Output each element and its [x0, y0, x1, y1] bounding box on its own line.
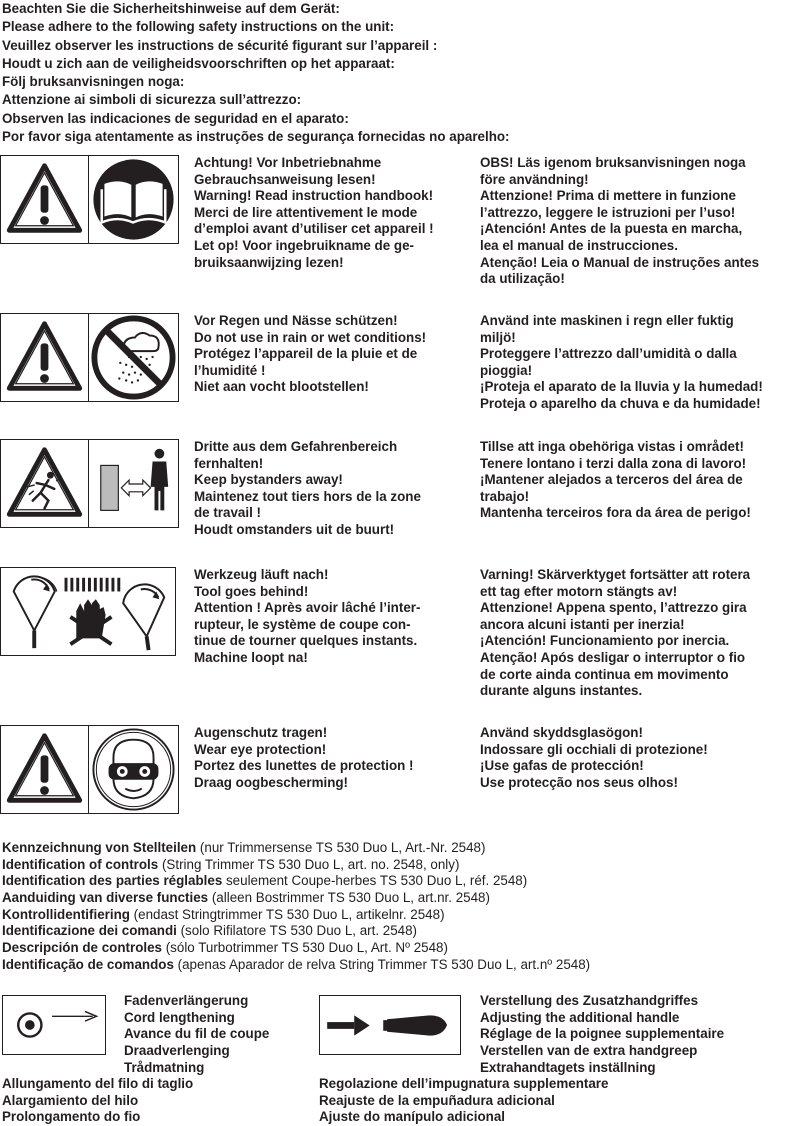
controls-line: Identificazione dei comandi (solo Rifilatore TS 530 Duo L, art. 2548) — [2, 923, 418, 939]
label-line: Fadenverlängerung — [124, 993, 249, 1008]
warning-triangle-icon — [1, 314, 89, 401]
text-line: OBS! Läs igenom bruksanvisningen noga — [480, 155, 746, 170]
safety-text-col-b — [480, 439, 786, 522]
text-line: Keep bystanders away! — [194, 472, 343, 488]
text-line: Tool goes behind! — [194, 583, 309, 599]
text-line: Werkzeug läuft nach! — [194, 567, 329, 582]
text-line: Warning! Read instruction handbook! — [194, 188, 434, 204]
label-line: Reajuste de la empuñadura adicional — [319, 1092, 555, 1108]
text-line: de corte ainda continua em movimento — [480, 666, 729, 682]
text-line: Let op! Voor ingebruikname de ge- — [194, 237, 414, 253]
text-line: bruiksaanwijzing lezen! — [194, 254, 344, 270]
text-line: ¡Atención! Antes de la puesta en marcha, — [480, 221, 743, 237]
controls-line: Identification of controls (String Trimmer TS 530 Duo L, art. no. 2548, only) — [2, 856, 460, 872]
handle-adjust-labels-below — [319, 1076, 608, 1126]
label-line: Allungamento del filo di taglio — [2, 1076, 194, 1091]
text-line: Machine loopt na! — [194, 649, 308, 665]
safety-text-col-b — [480, 313, 786, 413]
handle-adjust-icon — [319, 995, 461, 1055]
text-line: Augenschutz tragen! — [194, 725, 328, 740]
safety-header — [2, 1, 782, 147]
controls-identification — [2, 840, 782, 974]
text-line: ett tag efter motorn stängts av! — [480, 583, 678, 599]
label-line: Avance du fil de coupe — [124, 1026, 270, 1042]
header-line: Please adhere to the following safety instructions on the unit: — [2, 19, 395, 35]
text-line: tinue de tourner quelques instants. — [194, 633, 418, 649]
controls-line: Aanduiding van diverse functies (alleen Bostrimmer TS 530 Duo L, art.nr. 2548) — [2, 890, 490, 906]
text-line: Tillse att inga obehöriga vistas i området! — [480, 439, 744, 454]
label-line: Verstellen van de extra handgreep — [480, 1043, 698, 1059]
no-rain-icon — [89, 314, 178, 401]
header-line: Por favor siga atentamente as instruções de segurança fornecidas no aparelho: — [2, 129, 510, 145]
text-line: pioggia! — [480, 362, 533, 378]
instruction-book-icon — [89, 156, 178, 243]
text-line: Wear eye protection! — [194, 741, 327, 757]
text-line: Do not use in rain or wet conditions! — [194, 329, 427, 345]
rotating-tool-icon — [1, 568, 175, 655]
safety-text-col-b — [480, 155, 786, 288]
text-line: fernhalten! — [194, 455, 264, 471]
text-line: Gebrauchsanweisung lesen! — [194, 171, 376, 187]
text-line: Mantenha terceiros fora da área de perigo! — [480, 505, 751, 521]
text-line: ¡Use gafas de protección! — [480, 758, 644, 774]
text-line: durante alguns instantes. — [480, 683, 643, 699]
symbol-panel — [0, 313, 179, 402]
line-feed-icon — [2, 995, 106, 1055]
symbol-panel — [0, 439, 179, 528]
controls-line: Identification des parties réglables seulement Coupe-herbes TS 530 Duo L, réf. 2548) — [2, 873, 528, 889]
controls-line: Kontrollidentifiering (endast Stringtrimmer TS 530 Duo L, artikelnr. 2548) — [2, 906, 445, 922]
thrown-object-warning-icon — [1, 440, 89, 527]
header-line: Följ bruksanvisningen noga: — [2, 74, 185, 90]
text-line: Achtung! Vor Inbetriebnahme — [194, 155, 382, 170]
text-line: Använd skyddsglasögon! — [480, 725, 643, 740]
header-line: Houdt u zich aan de veiligheidsvoorschriften op het apparaat: — [2, 55, 395, 71]
text-line: Attenzione! Appena spento, l’attrezzo gira — [480, 600, 747, 616]
text-line: Houdt omstanders uit de buurt! — [194, 521, 395, 537]
text-line: före användning! — [480, 171, 589, 187]
symbol-panel — [0, 567, 176, 656]
text-line: Maintenez tout tiers hors de la zone — [194, 488, 421, 504]
eye-protection-icon — [89, 726, 178, 813]
safety-text-col-b — [480, 567, 786, 700]
text-line: Attention ! Après avoir lâché l’inter- — [194, 600, 421, 616]
handle-adjust-labels — [480, 993, 724, 1076]
text-line: Varning! Skärverktyget fortsätter att rotera — [480, 567, 751, 582]
tool-runs-on-icon — [65, 578, 165, 650]
label-line: Ajuste do manípulo adicional — [319, 1109, 505, 1125]
text-line: Use protecção nos seus olhos! — [480, 774, 678, 790]
text-line: da utilização! — [480, 271, 565, 287]
text-line: Proteggere l’attrezzo dall’umidità o dalla — [480, 346, 737, 362]
header-line: Veuillez observer les instructions de sécurité figurant sur l’appareil : — [2, 37, 438, 53]
text-line: ¡Proteja el aparato de la lluvia y la humedad! — [480, 379, 763, 395]
text-line: ¡Mantener alejados a terceros del área de — [480, 472, 743, 488]
keep-distance-icon — [89, 440, 178, 527]
text-line: Indossare gli occhiali di protezione! — [480, 741, 708, 757]
text-line: ancora alcuni istanti per inerzia! — [480, 616, 685, 632]
text-line: ¡Atención! Funcionamiento por inercia. — [480, 633, 730, 649]
text-line: Atenção! Após desligar o interruptor o fio — [480, 649, 746, 665]
text-line: Tenere lontano i terzi dalla zona di lavoro! — [480, 455, 747, 471]
label-line: Cord lengthening — [124, 1009, 235, 1025]
text-line: d’emploi avant d’utiliser cet appareil ! — [194, 221, 434, 237]
text-line: miljö! — [480, 329, 516, 345]
text-line: Draag oogbescherming! — [194, 774, 349, 790]
text-line: Dritte aus dem Gefahrenbereich — [194, 439, 398, 454]
safety-text-col-a — [194, 725, 474, 791]
controls-line: Descripción de controles (sólo Turbotrimmer TS 530 Duo L, Art. Nº 2548) — [2, 940, 448, 956]
controls-line: Kennzeichnung von Stellteilen (nur Trimmersense TS 530 Duo L, Art.-Nr. 2548) — [2, 840, 486, 855]
header-line: Attenzione ai simboli di sicurezza sull’attrezzo: — [2, 92, 302, 108]
text-line: Använd inte maskinen i regn eller fuktig — [480, 313, 734, 328]
text-line: Niet aan vocht blootstellen! — [194, 379, 369, 395]
line-feed-labels — [124, 993, 269, 1076]
label-line: Prolongamento do fio — [2, 1109, 141, 1125]
text-line: Attenzione! Prima di mettere in funzione — [480, 188, 736, 204]
warning-triangle-icon — [1, 726, 89, 813]
text-line: Merci de lire attentivement le mode — [194, 204, 418, 220]
symbol-panel — [0, 725, 179, 814]
safety-text-col-b — [480, 725, 786, 791]
text-line: lea el manual de instrucciones. — [480, 237, 678, 253]
text-line: Proteja o aparelho da chuva e da humidade! — [480, 395, 761, 411]
controls-line: Identificação de comandos (apenas Aparador de relva String Trimmer TS 530 Duo L, art.nº 2548) — [2, 956, 591, 972]
label-line: Extrahandtagets inställning — [480, 1059, 656, 1075]
safety-text-col-a — [194, 313, 474, 396]
text-line: Vor Regen und Nässe schützen! — [194, 313, 398, 328]
label-line: Regolazione dell’impugnatura supplementare — [319, 1076, 609, 1091]
header-line: Beachten Sie die Sicherheitshinweise auf dem Gerät: — [2, 1, 340, 16]
warning-triangle-icon — [1, 156, 89, 243]
label-line: Draadverlenging — [124, 1043, 230, 1059]
text-line: Atenção! Leia o Manual de instruções antes — [480, 254, 760, 270]
label-line: Alargamiento del hilo — [2, 1092, 139, 1108]
label-line: Réglage de la poignee supplementaire — [480, 1026, 725, 1042]
label-line: Trådmatning — [124, 1059, 205, 1075]
header-line: Observen las indicaciones de seguridad en el aparato: — [2, 110, 349, 126]
text-line: trabajo! — [480, 488, 530, 504]
text-line: l’attrezzo, leggere le istruzioni per l’uso! — [480, 204, 736, 220]
label-line: Adjusting the additional handle — [480, 1009, 680, 1025]
label-line: Verstellung des Zusatzhandgriffes — [480, 993, 699, 1008]
line-feed-labels-below — [2, 1076, 193, 1126]
safety-text-col-a — [194, 439, 474, 539]
safety-text-col-a — [194, 567, 474, 667]
text-line: Portez des lunettes de protection ! — [194, 758, 414, 774]
text-line: Protégez l’appareil de la pluie et de — [194, 346, 418, 362]
symbol-panel — [0, 155, 179, 244]
text-line: l’humidité ! — [194, 362, 266, 378]
text-line: rupteur, le système de coupe con- — [194, 616, 411, 632]
safety-text-col-a — [194, 155, 474, 271]
text-line: de travail ! — [194, 505, 261, 521]
